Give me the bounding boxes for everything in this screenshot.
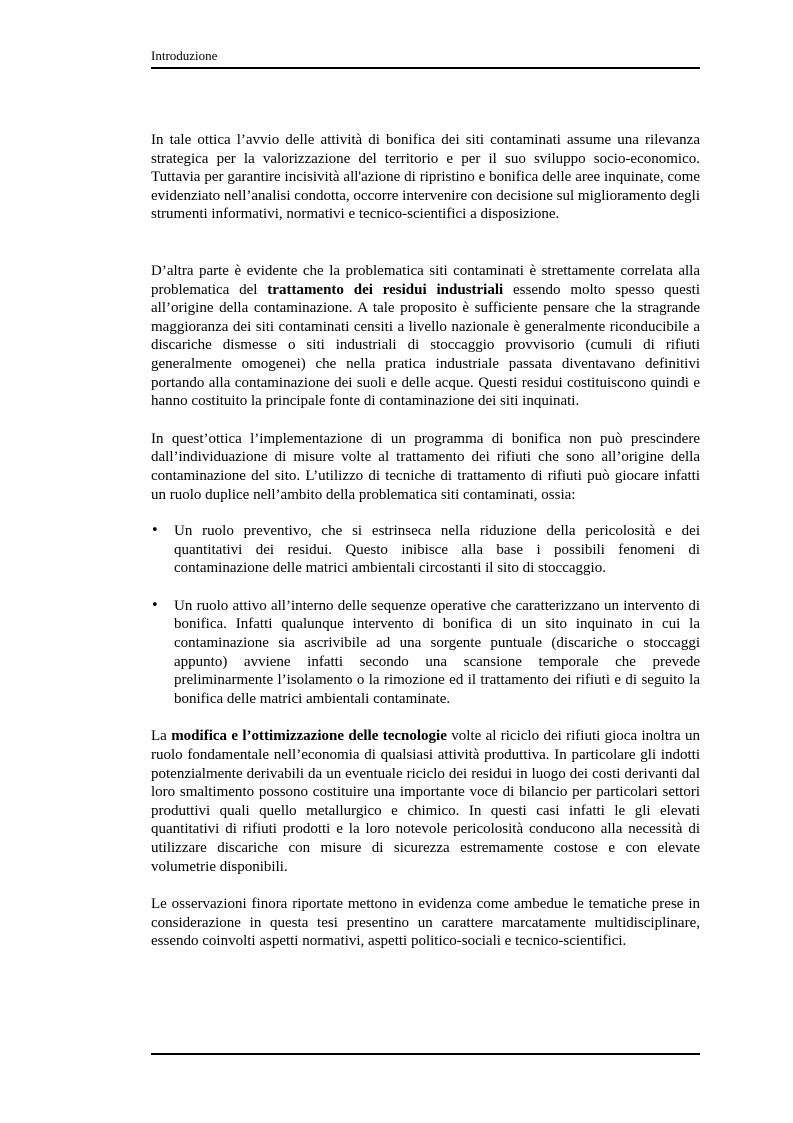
paragraph-programma-bonifica: In quest’ottica l’implementazione di un programma di bonifica non può prescindere dall’individuazione di misure volte al trattamento dei rifiuti che sono all’origine della contaminazione del sito. L’utilizzo di tecniche di trattamento di rifiuti può giocare infatti un ruolo duplice nell’ambito della problematica siti contaminati, ossia: xyxy=(151,430,700,503)
paragraph-text: D’altra parte è evidente che la problematica siti contaminati è strettamente correlata alla problematica del xyxy=(151,262,700,298)
paragraph-text: La xyxy=(151,728,172,745)
paragraph-text: volte al riciclo dei rifiuti gioca inoltra un ruolo fondamentale nell’economia di qualsiasi attività produttiva. In particolare gli indotti potenzialmente derivabili da un eventuale riciclo dei residui in luogo dei costi derivanti dal loro smaltimento possono costituire una importante voce di bilancio per particolari settori produttivi quali quello metallurgico e chimico. In questi casi infatti le gli elevati quantitativi di rifiuti prodotti e la loro notevole pericolosità conducono alla necessità di utilizzare discariche con misure di sicurezza estremamente costose e con elevate volumetrie disponibili. xyxy=(151,728,700,875)
bullet-icon: • xyxy=(151,523,159,539)
bullet-text: Un ruolo preventivo, che si estrinseca nella riduzione della pericolosità e dei quantitativi dei residui. Questo inibisce alla base i possibili fenomeni di contaminazione delle matrici ambientali circostanti il sito di stoccaggio. xyxy=(174,523,700,577)
bullet-item-ruolo-preventivo xyxy=(151,522,700,578)
page-header xyxy=(151,48,700,69)
page-footer xyxy=(151,1053,700,1055)
header-rule xyxy=(151,67,700,69)
bullet-icon: • xyxy=(151,597,159,613)
footer-rule xyxy=(151,1053,700,1055)
page-body xyxy=(151,131,700,951)
paragraph-osservazioni-conclusive: Le osservazioni finora riportate mettono in evidenza come ambedue le tematiche prese in considerazione in questa tesi presentino un carattere marcatamente multidisciplinare, essendo coinvolti aspetti normativi, aspetti politico-sociali e tecnico-scientifici. xyxy=(151,896,700,950)
bullet-text: Un ruolo attivo all’interno delle sequenze operative che caratterizzano un intervento di bonifica. Infatti qualunque intervento di bonifica di un sito inquinato in cui la contaminazione sia ascrivibile ad una sorgente puntuale (discariche o stoccaggi appunto) avviene infatti secondo una scansione temporale che prevede preliminarmente l’isolamento o la rimozione ed il trattamento dei rifiuti e di seguito la bonifica delle matrici ambientali contaminate. xyxy=(174,597,700,707)
page-header-title: Introduzione xyxy=(151,48,218,63)
bold-term-modifica-ottimizzazione: modifica e l’ottimizzazione delle tecnologie xyxy=(171,728,447,745)
bullet-list-ruoli xyxy=(151,522,700,708)
paragraph-text: essendo molto spesso questi all’origine della contaminazione. A tale proposito è sufficiente pensare che la stragrande maggioranza dei siti contaminati censiti a livello nazionale è generalmente riconducibile a discariche dismesse o siti industriali di stoccaggio provvisorio (cumuli di rifiuti generalmente omogenei) che nella pratica industriale passata diventavano definitivi portando alla contaminazione dei suoli e delle acque. Questi residui costituiscono quindi e hanno costituito la principale fonte di contaminazione dei siti inquinati. xyxy=(151,281,701,410)
bullet-item-ruolo-attivo xyxy=(151,597,700,709)
paragraph-ottimizzazione-tecnologie xyxy=(151,727,700,876)
bold-term-trattamento-residui: trattamento dei residui industriali xyxy=(267,281,504,298)
paragraph-bonifica-rilevanza: In tale ottica l’avvio delle attività di bonifica dei siti contaminati assume una rilevanza strategica per la valorizzazione del territorio e per il suo sviluppo socio-economico. Tuttavia per garantire incisività all'azione di ripristino e bonifica delle aree inquinate, come evidenziato nell’analisi condotta, occorre intervenire con decisione sul miglioramento degli strumenti informativi, normativi e tecnico-scientifici a disposizione. xyxy=(151,132,700,223)
paragraph-residui-industriali xyxy=(151,262,700,411)
